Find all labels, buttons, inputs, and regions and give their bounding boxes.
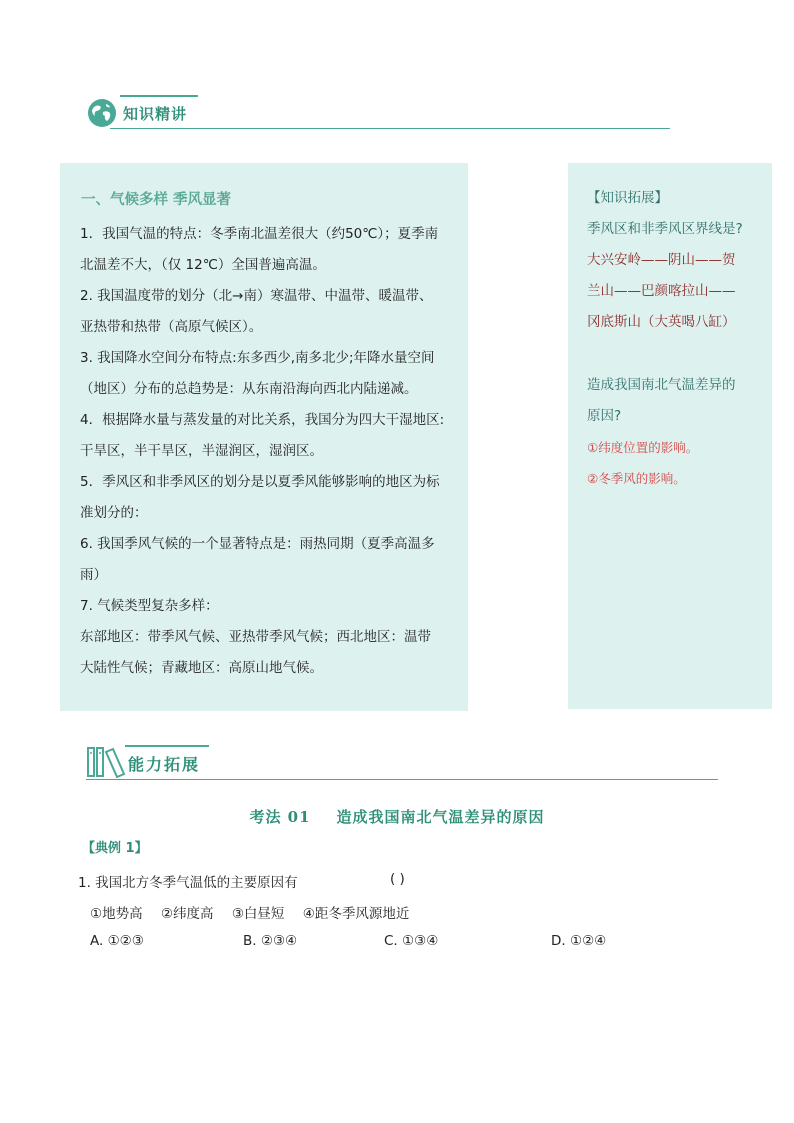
header-accent-line <box>125 745 209 747</box>
knowledge-item: 3. 我国降水空间分布特点:东多西少,南多北少;年降水量空间 （地区）分布的总趋势是：从东南沿海向西北内陆递减。 <box>80 350 435 397</box>
knowledge-item: 1．我国气温的特点：冬季南北温差很大（约50℃）；夏季南 北温差不大，（仅 12℃）全国普遍高温。 <box>80 226 439 273</box>
extension-answer-line: 兰山——巴颜喀拉山—— <box>587 283 736 299</box>
option-item: ①地势高 <box>90 906 143 922</box>
globe-icon <box>86 97 118 129</box>
books-icon <box>86 745 126 778</box>
header-divider <box>86 779 718 780</box>
answer-blank: ( ) <box>390 871 405 887</box>
section-title-ability: 能力拓展 <box>128 755 201 774</box>
option-item: ③白昼短 <box>231 906 285 922</box>
choice-c: C. ①③④ <box>384 933 439 949</box>
header-accent-line <box>120 95 198 97</box>
extension-answer-line: 冈底斯山（大英喝八缸） <box>587 314 736 330</box>
knowledge-item: 5．季风区和非季风区的划分是以夏季风能够影响的地区为标 准划分的： <box>80 474 440 521</box>
example-label: 【典例 1】 <box>82 841 148 856</box>
choice-b: B. ②③④ <box>243 933 298 949</box>
section-title-knowledge: 知识精讲 <box>123 105 188 123</box>
knowledge-heading: 一、气候多样 季风显著 <box>81 192 232 208</box>
knowledge-item: 6. 我国季风气候的一个显著特点是：雨热同期（夏季高温多 雨） <box>80 536 435 583</box>
extension-question-2: 原因? <box>587 408 622 424</box>
extension-answer-point: ②冬季风的影响。 <box>587 471 686 486</box>
extension-question-1: 季风区和非季风区界线是? <box>587 221 743 237</box>
knowledge-item: 4．根据降水量与蒸发量的对比关系，我国分为四大干湿地区: 干旱区，半干旱区，半湿润区，湿润区。 <box>80 412 445 459</box>
choice-a: A. ①②③ <box>90 933 144 949</box>
option-item: ②纬度高 <box>160 906 214 922</box>
knowledge-item: 2. 我国温度带的划分（北→南）寒温带、中温带、暖温带、 亚热带和热带（高原气候区）。 <box>80 288 433 335</box>
extension-question-2: 造成我国南北气温差异的 <box>587 377 736 393</box>
extension-answer-line: 大兴安岭——阴山——贺 <box>587 252 736 268</box>
question-options <box>90 902 423 922</box>
choice-d: D. ①②④ <box>551 933 607 949</box>
question-text: 1. 我国北方冬季气温低的主要原因有 <box>78 875 298 891</box>
exam-method-title: 考法 01 造成我国南北气温差异的原因 <box>249 808 545 826</box>
header-divider <box>110 128 670 129</box>
option-item: ④距冬季风源地近 <box>302 906 410 922</box>
knowledge-item: 7. 气候类型复杂多样： 东部地区：带季风气候、亚热带季风气候；西北地区：温带 大陆性气候；青藏地区：高原山地气候。 <box>80 598 431 676</box>
extension-heading: 【知识拓展】 <box>587 190 668 206</box>
extension-answer-point: ①纬度位置的影响。 <box>587 440 699 455</box>
